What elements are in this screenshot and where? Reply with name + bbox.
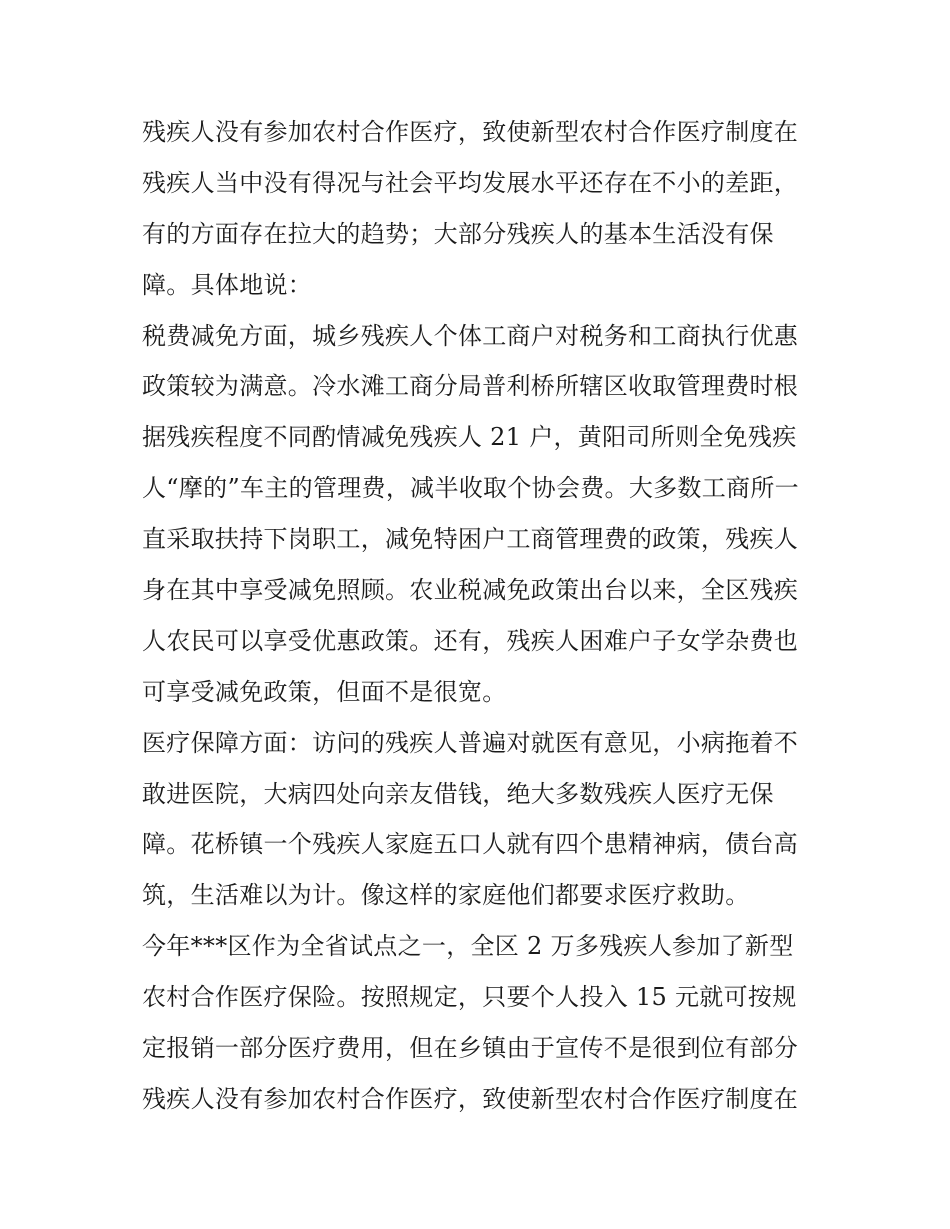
- text-line: 直采取扶持下岗职工，减免特困户工商管理费的政策，残疾人: [142, 525, 799, 554]
- text-line: 有的方面存在拉大的趋势；大部分残疾人的基本生活没有保: [142, 219, 774, 248]
- text-line: 人农民可以享受优惠政策。还有，残疾人困难户子女学杂费也: [142, 626, 799, 655]
- text-line: 敢进医院，大病四处向亲友借钱，绝大多数残疾人医疗无保: [142, 779, 774, 808]
- text-line: 政策较为满意。冷水滩工商分局普利桥所辖区收取管理费时根: [142, 372, 799, 401]
- text-line: 可享受减免政策，但面不是很宽。: [142, 677, 507, 706]
- text-line: 残疾人没有参加农村合作医疗，致使新型农村合作医疗制度在: [142, 1084, 799, 1113]
- text-line: 障。花桥镇一个残疾人家庭五口人就有四个患精神病，债台高: [142, 830, 799, 859]
- text-line: 障。具体地说：: [142, 270, 313, 299]
- text-line: 残疾人当中没有得况与社会平均发展水平还存在不小的差距，: [142, 168, 799, 197]
- text-line: 人“摩的”车主的管理费，减半收取个协会费。大多数工商所一: [142, 474, 799, 503]
- text-line: 医疗保障方面：访问的残疾人普遍对就医有意见，小病拖着不: [142, 728, 799, 757]
- text-line: 残疾人没有参加农村合作医疗，致使新型农村合作医疗制度在: [142, 118, 799, 146]
- body-text: [142, 107, 822, 1125]
- text-line: 定报销一部分医疗费用，但在乡镇由于宣传不是很到位有部分: [142, 1034, 799, 1063]
- text-line: 据残疾程度不同酌情减免残疾人 21 户，黄阳司所则全免残疾: [142, 423, 797, 452]
- text-line: 农村合作医疗保险。按照规定，只要个人投入 15 元就可按规: [142, 983, 797, 1012]
- text-line: 筑，生活难以为计。像这样的家庭他们都要求医疗救助。: [142, 881, 750, 910]
- text-line: 税费减免方面，城乡残疾人个体工商户对税务和工商执行优惠: [142, 321, 799, 350]
- text-line: 今年***区作为全省试点之一，全区 2 万多残疾人参加了新型: [142, 932, 794, 961]
- text-line: 身在其中享受减免照顾。农业税减免政策出台以来，全区残疾: [142, 576, 799, 605]
